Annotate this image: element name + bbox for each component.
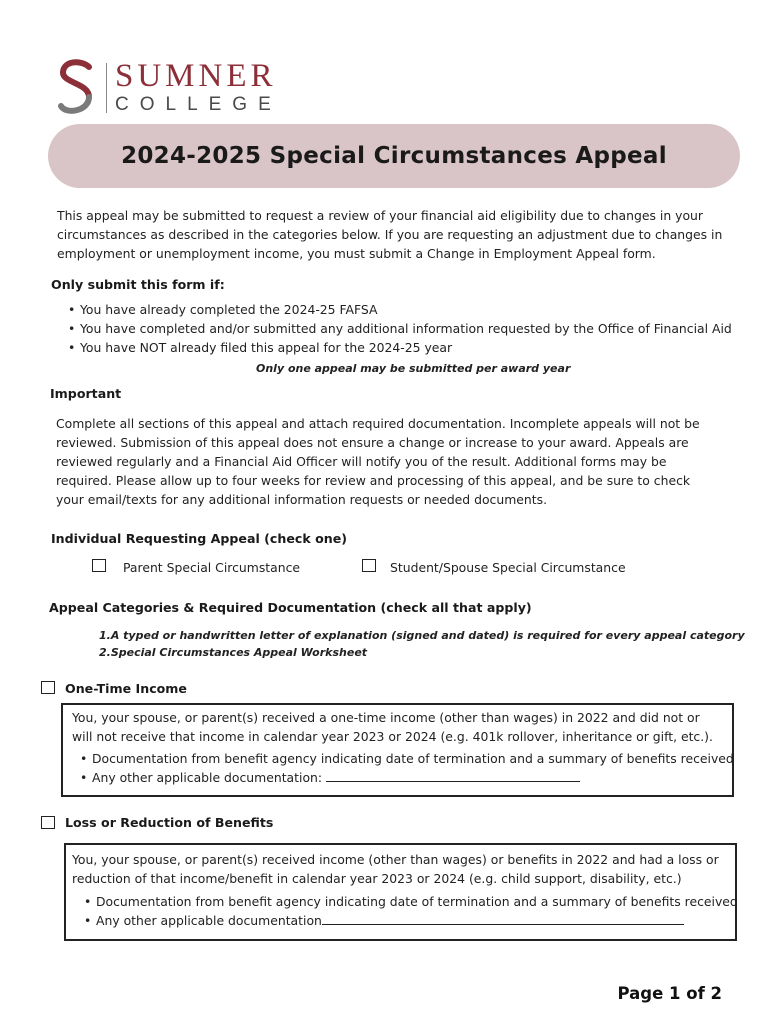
description-line: reduction of that income/benefit in calendar year 2023 or 2024 (e.g. child support, disability, etc.)	[72, 871, 682, 886]
description-line: will not receive that income in calendar year 2023 or 2024 (e.g. 401k rollover, inheritance or gift, etc.).	[72, 729, 713, 744]
description-line: You, your spouse, or parent(s) received income (other than wages) or benefits in 2022 and had a loss or	[72, 852, 719, 867]
student-spouse-checkbox[interactable]	[362, 559, 376, 572]
important-line: required. Please allow up to four weeks for review and processing of this appeal, and be sure to check	[56, 473, 691, 488]
description-line: You, your spouse, or parent(s) received a one-time income (other than wages) in 2022 and did not or	[72, 710, 700, 725]
intro-paragraph	[57, 206, 722, 263]
one-appeal-note: Only one appeal may be submitted per award year	[256, 362, 571, 375]
individual-heading: Individual Requesting Appeal (check one)	[51, 531, 348, 546]
logo-divider	[106, 63, 107, 113]
requirement-1: 1.A typed or handwritten letter of explanation (signed and dated) is required for every appeal category	[99, 629, 745, 642]
page-title: 2024-2025 Special Circumstances Appeal	[121, 143, 667, 169]
list-item: • You have completed and/or submitted any additional information requested by the Office of Financial Aid	[68, 319, 732, 338]
logo-line-sumner: SUMNER	[115, 58, 277, 94]
one-time-income-heading: One-Time Income	[65, 681, 187, 696]
important-paragraph	[56, 414, 700, 509]
other-docs-label: Any other applicable documentation:	[92, 770, 323, 785]
sumner-s-mark-icon	[56, 59, 96, 117]
important-heading: Important	[50, 386, 122, 401]
other-docs-blank-line[interactable]	[322, 912, 684, 925]
intro-line: employment or unemployment income, you must submit a Change in Employment Appeal form.	[57, 246, 656, 261]
loss-of-benefits-description	[72, 850, 719, 888]
loss-of-benefits-heading: Loss or Reduction of Benefits	[65, 815, 274, 830]
requirement-2: 2.Special Circumstances Appeal Worksheet	[99, 646, 368, 659]
list-item: • You have NOT already filed this appeal for the 2024-25 year	[68, 338, 732, 357]
page-number: Page 1 of 2	[617, 984, 722, 1003]
one-time-income-description	[72, 708, 713, 746]
list-item: • You have already completed the 2024-25 FAFSA	[68, 300, 732, 319]
list-item: • Documentation from benefit agency indicating date of termination and a summary of benefits received	[80, 749, 734, 768]
logo-line-college: COLLEGE	[115, 94, 282, 115]
parent-option-label: Parent Special Circumstance	[123, 560, 301, 575]
intro-line: This appeal may be submitted to request a review of your financial aid eligibility due to changes in your	[57, 208, 703, 223]
important-line: Complete all sections of this appeal and attach required documentation. Incomplete appeals will not be	[56, 416, 700, 431]
list-item	[80, 768, 734, 787]
list-item: • Documentation from benefit agency indicating date of termination and a summary of benefits received	[84, 892, 738, 911]
title-banner	[48, 124, 740, 188]
only-submit-list	[68, 300, 732, 357]
student-option-label: Student/Spouse Special Circumstance	[390, 560, 626, 575]
parent-checkbox[interactable]	[92, 559, 106, 572]
one-time-income-checkbox[interactable]	[41, 681, 55, 694]
loss-of-benefits-docs	[84, 892, 738, 930]
college-logo	[56, 58, 282, 118]
other-docs-blank-line[interactable]	[326, 769, 580, 782]
one-time-income-docs	[80, 749, 734, 787]
list-item	[84, 911, 738, 930]
intro-line: circumstances as described in the categories below. If you are requesting an adjustment due to changes in	[57, 227, 723, 242]
logo-wordmark	[115, 60, 282, 116]
only-submit-heading: Only submit this form if:	[51, 277, 225, 292]
loss-of-benefits-checkbox[interactable]	[41, 816, 55, 829]
important-line: your email/texts for any additional information requests or needed documents.	[56, 492, 548, 507]
important-line: reviewed. Submission of this appeal does not ensure a change or increase to your award. Appeals are	[56, 435, 689, 450]
categories-heading: Appeal Categories & Required Documentation (check all that apply)	[49, 600, 532, 615]
other-docs-label: Any other applicable documentation	[96, 913, 322, 928]
important-line: reviewed regularly and a Financial Aid Officer will notify you of the result. Additional forms may be	[56, 454, 667, 469]
